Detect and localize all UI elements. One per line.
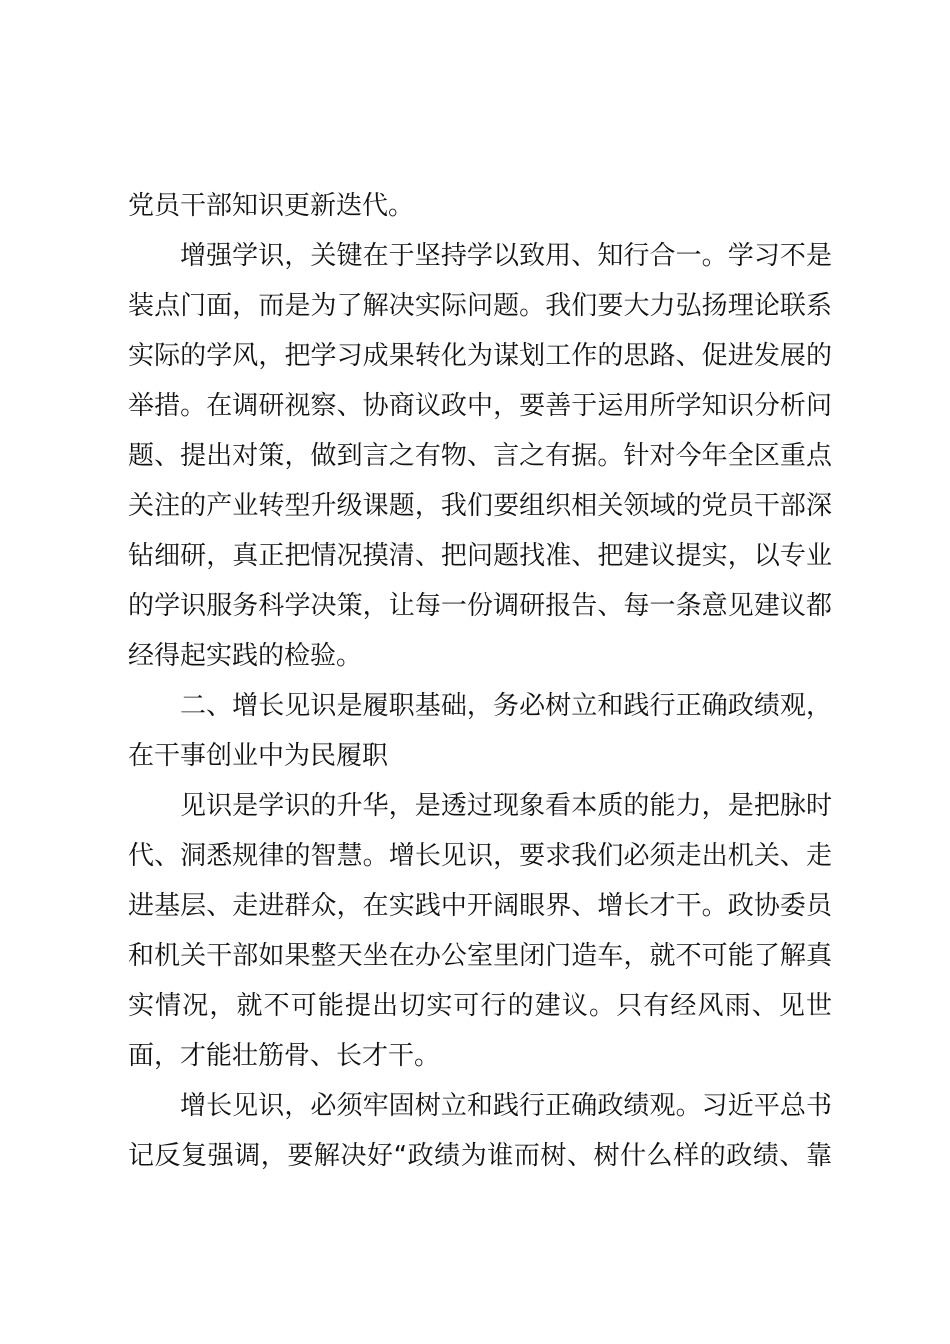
text-line: 和机关干部如果整天坐在办公室里闭门造车，就不可能了解真 xyxy=(128,941,832,971)
text-line: 实际的学风，把学习成果转化为谋划工作的思路、促进发展的 xyxy=(128,341,832,371)
text-line: 增强学识，关键在于坚持学以致用、知行合一。学习不是 xyxy=(180,241,832,271)
text-line: 记反复强调，要解决好“政绩为谁而树、树什么样的政绩、靠 xyxy=(128,1141,832,1171)
paragraph-knowledge-insight xyxy=(128,781,832,1081)
paragraph-continuation xyxy=(128,181,832,231)
text-line: 经得起实践的检验。 xyxy=(128,641,363,671)
text-line: 题、提出对策，做到言之有物、言之有据。针对今年全区重点 xyxy=(128,441,832,471)
text-line: 装点门面，而是为了解决实际问题。我们要大力弘扬理论联系 xyxy=(128,291,832,321)
text-line: 实情况，就不可能提出切实可行的建议。只有经风雨、见世 xyxy=(128,991,832,1021)
heading-line: 在干事创业中为民履职 xyxy=(128,741,389,771)
text-line: 面，才能壮筋骨、长才干。 xyxy=(128,1041,441,1071)
text-line: 代、洞悉规律的智慧。增长见识，要求我们必须走出机关、走 xyxy=(128,841,832,871)
text-line: 增长见识，必须牢固树立和践行正确政绩观。习近平总书 xyxy=(180,1091,832,1121)
text-line: 进基层、走进群众，在实践中开阔眼界、增长才干。政协委员 xyxy=(128,891,832,921)
section-heading-two xyxy=(128,681,832,781)
document-body xyxy=(128,181,832,1181)
paragraph-enhance-learning xyxy=(128,231,832,681)
text-line: 举措。在调研视察、协商议政中，要善于运用所学知识分析问 xyxy=(128,391,832,421)
heading-line: 二、增长见识是履职基础，务必树立和践行正确政绩观， xyxy=(180,691,832,721)
text-line: 的学识服务科学决策，让每一份调研报告、每一条意见建议都 xyxy=(128,591,832,621)
text-line: 见识是学识的升华，是透过现象看本质的能力，是把脉时 xyxy=(180,791,832,821)
text-line: 党员干部知识更新迭代。 xyxy=(128,191,415,221)
paragraph-performance-view xyxy=(128,1081,832,1181)
text-line: 钻细研，真正把情况摸清、把问题找准、把建议提实，以专业 xyxy=(128,541,832,571)
text-line: 关注的产业转型升级课题，我们要组织相关领域的党员干部深 xyxy=(128,491,832,521)
